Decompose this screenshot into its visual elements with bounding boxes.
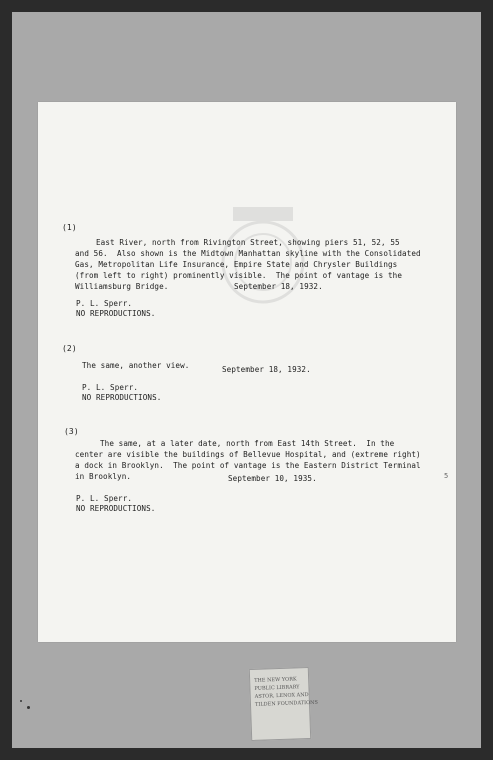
- entry-3-line-1: The same, at a later date, north from East 14th Street. In the: [100, 439, 395, 448]
- entry-1-line-4: (from left to right) prominently visible. The point of vantage is the: [75, 271, 403, 280]
- entry-3-credit: P. L. Sperr.: [76, 494, 133, 503]
- entry-2-line-1: The same, another view.: [82, 361, 190, 370]
- stamp-line-2: PUBLIC LIBRARY: [254, 684, 300, 692]
- entry-2-credit: P. L. Sperr.: [82, 383, 139, 392]
- stamp-line-1: THE NEW YORK: [254, 676, 297, 684]
- paper-speck: [27, 706, 30, 709]
- entry-2-rights: NO REPRODUCTIONS.: [82, 393, 162, 402]
- entry-3-line-3: a dock in Brooklyn. The point of vantage is the Eastern District Terminal: [75, 461, 421, 470]
- entry-1-line-1: East River, north from Rivington Street, showing piers 51, 52, 55: [96, 238, 400, 247]
- entry-2-date: September 18, 1932.: [222, 365, 311, 374]
- entry-3-line-4: in Brooklyn.: [75, 472, 132, 481]
- entry-3-rights: NO REPRODUCTIONS.: [76, 504, 156, 513]
- entry-3-date: September 10, 1935.: [228, 474, 317, 483]
- entry-3-number: (3): [64, 427, 79, 436]
- side-mark: 5: [444, 472, 449, 480]
- entry-1-line-2: and 56. Also shown is the Midtown Manhattan skyline with the Consolidated: [75, 249, 421, 258]
- stamp-line-4: TILDEN FOUNDATIONS: [254, 699, 319, 708]
- entry-1-rights: NO REPRODUCTIONS.: [76, 309, 156, 318]
- paper-speck: [20, 700, 22, 702]
- entry-1-credit: P. L. Sperr.: [76, 299, 133, 308]
- document-sheet: [38, 102, 456, 642]
- library-stamp: [249, 667, 319, 741]
- entry-3-line-2: center are visible the buildings of Bellevue Hospital, and (extreme right): [75, 450, 421, 459]
- entry-1-date: September 18, 1932.: [234, 282, 323, 291]
- entry-2-number: (2): [62, 344, 77, 353]
- entry-1-line-5: Williamsburg Bridge.: [75, 282, 169, 291]
- entry-1-line-3: Gas, Metropolitan Life Insurance, Empire State and Chrysler Buildings: [75, 260, 398, 269]
- entry-1-number: (1): [62, 223, 77, 232]
- stamp-line-3: ASTOR, LENOX AND: [254, 691, 309, 700]
